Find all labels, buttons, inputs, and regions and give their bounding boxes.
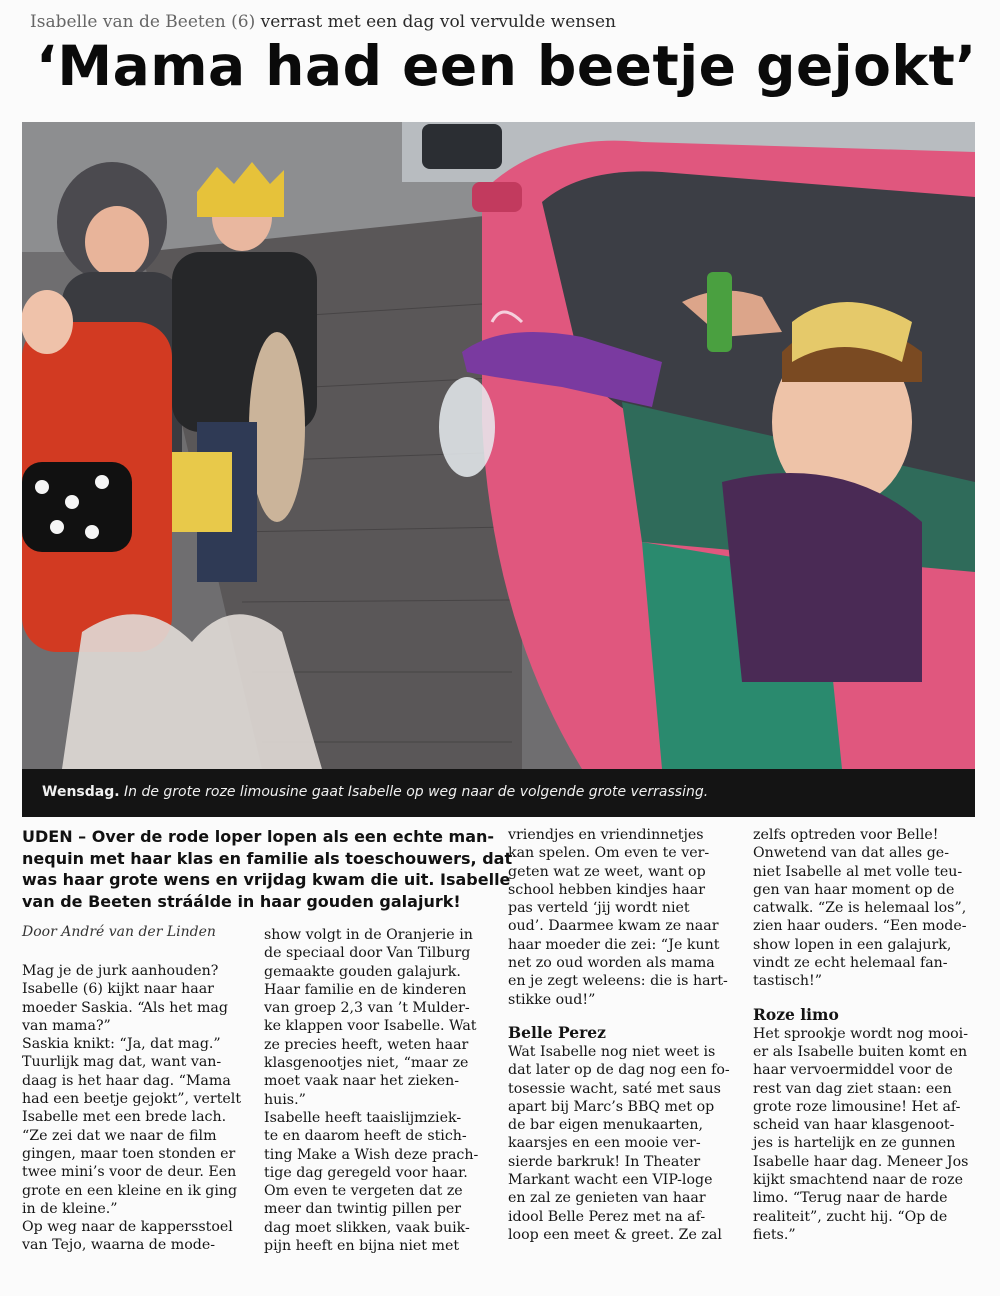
text-line: Isabelle heeft taaislijmziek- (264, 1109, 462, 1126)
body-column-2 (264, 926, 490, 1255)
text-line: tige dag geregeld voor haar. (264, 1164, 468, 1181)
text-line: Tuurlijk mag dat, want van- (22, 1054, 222, 1071)
text-line: haar vervoermiddel voor de (753, 1062, 953, 1079)
article-photo (22, 122, 975, 769)
text-line: fiets.” (753, 1226, 796, 1243)
text-line: Isabelle (6) kijkt naar haar (22, 981, 214, 998)
text-line: tastisch!” (753, 973, 822, 990)
text-line: Onwetend van dat alles ge- (753, 845, 949, 862)
text-line: realiteit”, zucht hij. “Op de (753, 1208, 948, 1225)
text-line: Mag je de jurk aanhouden? (22, 963, 219, 979)
text-line: show lopen in een galajurk, (753, 936, 952, 953)
caption-label: Wensdag. (42, 784, 120, 800)
body-column-4 (753, 826, 978, 1244)
subheading-roze-limo: Roze limo (753, 1004, 839, 1024)
text-line: catwalk. “Ze is helemaal los”, (753, 900, 967, 917)
text-line: dat later op de dag nog een fo- (508, 1062, 730, 1079)
text-line: in de kleine.” (22, 1200, 118, 1217)
text-line: klasgenootjes niet, “maar ze (264, 1055, 469, 1072)
text-line: school hebben kindjes haar (508, 881, 706, 898)
text-line: Saskia knikt: “Ja, dat mag.” (22, 1036, 221, 1053)
text-line: had een beetje gejokt”, vertelt (22, 1091, 242, 1108)
text-line: net zo oud worden als mama (508, 955, 715, 972)
lead-line: nequin met haar klas en familie als toeschouwers, dat (22, 848, 513, 868)
text-line: moeder Saskia. “Als het mag (22, 999, 228, 1016)
text-line: ting Make a Wish deze prach- (264, 1146, 479, 1163)
photo-caption (22, 769, 975, 817)
text-line: van groep 2,3 van ’t Mulder- (264, 1000, 470, 1017)
text-line: loop een meet & greet. Ze zal (508, 1226, 722, 1243)
text-line: rest van dag ziet staan: een (753, 1080, 952, 1097)
text-line: Isabelle met een brede lach. (22, 1109, 227, 1126)
text-line: huis.” (264, 1091, 306, 1108)
kicker-rest: verrast met een dag vol vervulde wensen (260, 12, 616, 32)
text-line: kaarsjes en een mooie ver- (508, 1135, 701, 1152)
text-line: sierde barkruk! In Theater (508, 1153, 701, 1170)
text-line: Wat Isabelle nog niet weet is (508, 1043, 716, 1060)
text-line: limo. “Terug naar de harde (753, 1190, 948, 1207)
text-line: dag moet slikken, vaak buik- (264, 1219, 470, 1236)
text-line: en je zegt weleens: die is hart- (508, 973, 728, 990)
text-line: van mama?” (22, 1017, 111, 1034)
text-line: grote roze limousine! Het af- (753, 1098, 961, 1115)
text-line: pas verteld ‘jij wordt niet (508, 900, 690, 917)
text-line: meer dan twintig pillen per (264, 1201, 462, 1218)
text-line: Om even te vergeten dat ze (264, 1183, 463, 1200)
text-line: “Ze zei dat we naar de film (22, 1127, 217, 1144)
lead-line: was haar grote wens en vrijdag kwam die uit. Isabelle (22, 870, 511, 889)
text-line: haar moeder die zei: “Je kunt (508, 936, 720, 953)
text-line: stikke oud!” (508, 991, 596, 1008)
text-line: oud’. Daarmee kwam ze naar (508, 918, 719, 935)
caption-text: In de grote roze limousine gaat Isabelle op weg naar de volgende grote verrassing. (124, 784, 709, 800)
text-line: Het sprookje wordt nog mooi- (753, 1025, 969, 1042)
text-line: Isabelle haar dag. Meneer Jos (753, 1153, 969, 1170)
text-line: pijn heeft en bijna niet met (264, 1238, 460, 1255)
text-line: Markant wacht een VIP-loge (508, 1172, 713, 1189)
text-line: vindt ze echt helemaal fan- (753, 955, 948, 972)
text-line: geten wat ze weet, want op (508, 863, 706, 880)
text-line: gingen, maar toen stonden er (22, 1145, 236, 1162)
subheading-belle-perez: Belle Perez (508, 1022, 606, 1042)
text-line: twee mini’s voor de deur. Een (22, 1164, 237, 1181)
headline: ‘Mama had een beetje gejokt’ (36, 34, 977, 98)
text-line: gen van haar moment op de (753, 881, 955, 898)
text-line: scheid van haar klasgenoot- (753, 1117, 955, 1134)
text-line: zien haar ouders. “Een mode- (753, 918, 967, 935)
text-line: vriendjes en vriendinnetjes (508, 827, 704, 843)
text-line: er als Isabelle buiten komt en (753, 1043, 968, 1060)
text-line: kijkt smachtend naar de roze (753, 1172, 963, 1189)
text-line: idool Belle Perez met na af- (508, 1208, 706, 1225)
text-line: ke klappen voor Isabelle. Wat (264, 1018, 477, 1035)
lead-paragraph (22, 826, 513, 912)
text-line: zelfs optreden voor Belle! (753, 827, 939, 843)
text-line: kan spelen. Om even te ver- (508, 845, 710, 862)
text-line: moet vaak naar het zieken- (264, 1073, 460, 1090)
text-line: apart bij Marc’s BBQ met op (508, 1098, 715, 1115)
body-column-1 (22, 962, 247, 1255)
text-line: en zal ze genieten van haar (508, 1190, 706, 1207)
text-line: niet Isabelle al met volle teu- (753, 863, 963, 880)
kicker (30, 12, 616, 32)
text-line: grote en een kleine en ik ging (22, 1182, 238, 1199)
text-line: te en daarom heeft de stich- (264, 1128, 467, 1145)
kicker-name: Isabelle van de Beeten (6) (30, 12, 256, 32)
lead-line: van de Beeten stráálde in haar gouden galajurk! (22, 891, 461, 911)
byline: Door André van der Linden (22, 924, 216, 940)
text-line: daag is het haar dag. “Mama (22, 1072, 231, 1089)
text-line: tosessie wacht, saté met saus (508, 1080, 721, 1097)
text-line: show volgt in de Oranjerie in (264, 927, 473, 943)
text-line: de speciaal door Van Tilburg (264, 945, 471, 962)
text-line: Op weg naar de kappersstoel (22, 1219, 233, 1236)
text-line: de bar eigen menukaarten, (508, 1117, 704, 1134)
body-column-3 (508, 826, 736, 1244)
text-line: van Tejo, waarna de mode- (22, 1237, 216, 1254)
text-line: Haar familie en de kinderen (264, 981, 467, 998)
photo-illustration (22, 122, 975, 769)
lead-line: UDEN – Over de rode loper lopen als een echte man- (22, 827, 495, 846)
text-line: gemaakte gouden galajurk. (264, 963, 461, 980)
text-line: ze precies heeft, weten haar (264, 1036, 469, 1053)
text-line: jes is hartelijk en ze gunnen (753, 1135, 956, 1152)
